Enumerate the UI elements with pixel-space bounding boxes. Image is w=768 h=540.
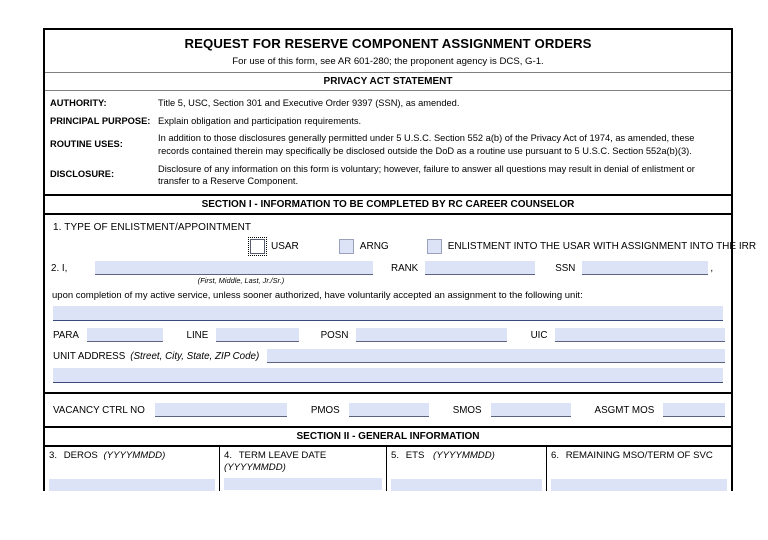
deros-header bbox=[49, 450, 219, 462]
privacy-label: ROUTINE USES: bbox=[50, 139, 123, 150]
ets-header bbox=[391, 450, 546, 462]
form-title-block bbox=[45, 30, 731, 72]
line-label: LINE bbox=[186, 329, 209, 341]
checkbox-label-irr: ENLISTMENT INTO THE USAR WITH ASSIGNMENT INTO THE IRR bbox=[447, 240, 757, 252]
asgmt-mos-input[interactable] bbox=[663, 403, 725, 417]
privacy-label: AUTHORITY: bbox=[50, 98, 107, 109]
form-subtitle: For use of this form, see AR 601-280; the proponent agency is DCS, G-1. bbox=[232, 55, 544, 67]
unit-address-row-1 bbox=[45, 349, 731, 363]
name-caption-row bbox=[45, 275, 731, 287]
privacy-label: DISCLOSURE: bbox=[50, 169, 115, 180]
checkbox-group-arng[interactable] bbox=[339, 239, 389, 254]
vacancy-row-container bbox=[45, 394, 731, 426]
checkbox-group-usar[interactable] bbox=[250, 239, 299, 254]
deros-label: DEROS bbox=[63, 449, 98, 461]
term-leave-header bbox=[224, 450, 386, 474]
ssn-trailing-comma: , bbox=[710, 262, 714, 274]
privacy-label: PRINCIPAL PURPOSE: bbox=[50, 115, 151, 126]
checkbox-arng[interactable] bbox=[339, 239, 354, 254]
unit-address-hint: (Street, City, State, ZIP Code) bbox=[130, 350, 260, 362]
question-1-label: 1. TYPE OF ENLISTMENT/APPOINTMENT bbox=[53, 221, 252, 233]
privacy-row-routine-uses bbox=[45, 129, 731, 159]
enlistment-type-checkbox-row bbox=[45, 237, 757, 261]
privacy-act-section bbox=[45, 91, 731, 193]
privacy-text: In addition to those disclosures generally permitted under 5 U.S.C. Section 552 a(b) of the Privacy Act of 1974, as amended, these records contained therein may specifically be disclosed outside the DoD as a routine use pursuant to 5 U.S.C. Section 552a(b)(3). bbox=[158, 133, 695, 156]
smos-label: SMOS bbox=[452, 404, 482, 416]
section-2-band: SECTION II - GENERAL INFORMATION bbox=[296, 430, 480, 442]
unit-field-row bbox=[45, 304, 731, 321]
vacancy-row bbox=[45, 403, 731, 417]
ets-label: ETS bbox=[405, 449, 425, 461]
line-input[interactable] bbox=[216, 328, 298, 342]
unit-address-input-2[interactable] bbox=[53, 368, 723, 383]
section-1-body bbox=[45, 215, 757, 392]
voluntary-statement: upon completion of my active service, unless sooner authorized, have voluntarily accepted an assignment to the following unit: bbox=[52, 289, 583, 301]
remaining-mso-input[interactable] bbox=[551, 479, 727, 491]
table-cell-ets bbox=[387, 447, 547, 491]
posn-input[interactable] bbox=[356, 328, 506, 342]
unit-address-row-2 bbox=[45, 363, 731, 383]
deros-input[interactable] bbox=[49, 479, 215, 491]
para-line-posn-uic-row bbox=[45, 328, 731, 342]
spacer bbox=[45, 342, 731, 349]
privacy-text: Explain obligation and participation requirements. bbox=[158, 115, 362, 126]
spacer bbox=[45, 321, 731, 328]
checkbox-group-irr[interactable] bbox=[427, 239, 756, 254]
smos-input[interactable] bbox=[491, 403, 571, 417]
ets-number: 5. bbox=[391, 449, 400, 461]
posn-label: POSN bbox=[320, 329, 349, 341]
term-leave-input[interactable] bbox=[224, 478, 382, 490]
remaining-mso-number: 6. bbox=[551, 449, 560, 461]
vacancy-input[interactable] bbox=[155, 403, 287, 417]
ets-hint: (YYYYMMDD) bbox=[433, 449, 495, 461]
form-title: REQUEST FOR RESERVE COMPONENT ASSIGNMENT ORDERS bbox=[184, 36, 592, 51]
unit-address-label: UNIT ADDRESS bbox=[53, 350, 126, 362]
privacy-text: Disclosure of any information on this form is voluntary; however, failure to answer all questions may result in denial of enlistment or transfer to a Reserve Component. bbox=[158, 163, 695, 187]
table-cell-term-leave-date bbox=[220, 447, 387, 491]
section-1-band: SECTION I - INFORMATION TO BE COMPLETED BY RC CAREER COUNSELOR bbox=[201, 198, 575, 210]
ets-input[interactable] bbox=[391, 479, 542, 491]
asgmt-mos-label: ASGMT MOS bbox=[594, 404, 655, 416]
checkbox-label-usar: USAR bbox=[271, 240, 299, 252]
uic-input[interactable] bbox=[555, 328, 725, 342]
privacy-row-principal-purpose bbox=[45, 112, 731, 130]
name-input[interactable] bbox=[95, 261, 373, 275]
vacancy-label: VACANCY CTRL NO bbox=[53, 404, 145, 416]
form-document bbox=[43, 28, 757, 491]
deros-number: 3. bbox=[49, 449, 58, 461]
unit-input[interactable] bbox=[53, 306, 723, 321]
unit-address-input-1[interactable] bbox=[267, 349, 725, 363]
para-input[interactable] bbox=[87, 328, 163, 342]
remaining-mso-header bbox=[551, 450, 731, 462]
table-cell-deros bbox=[45, 447, 220, 491]
uic-label: UIC bbox=[530, 329, 548, 341]
checkbox-irr[interactable] bbox=[427, 239, 442, 254]
term-leave-hint: (YYYYMMDD) bbox=[224, 461, 286, 473]
section-2-table bbox=[45, 447, 731, 491]
privacy-text: Title 5, USC, Section 301 and Executive Order 9397 (SSN), as amended. bbox=[158, 98, 460, 109]
remaining-mso-label: REMAINING MSO/TERM OF SVC bbox=[565, 449, 713, 461]
ssn-label: SSN bbox=[555, 262, 576, 274]
spacer bbox=[45, 383, 731, 392]
pmos-input[interactable] bbox=[349, 403, 429, 417]
question-2-row bbox=[45, 261, 731, 275]
term-leave-number: 4. bbox=[224, 449, 233, 461]
pmos-label: PMOS bbox=[310, 404, 340, 416]
term-leave-label: TERM LEAVE DATE bbox=[238, 449, 327, 461]
question-2-prefix: 2. I, bbox=[51, 262, 68, 274]
privacy-act-band: PRIVACY ACT STATEMENT bbox=[323, 76, 453, 88]
deros-hint: (YYYYMMDD) bbox=[103, 449, 166, 461]
privacy-row-disclosure bbox=[45, 160, 731, 190]
ssn-input[interactable] bbox=[582, 261, 708, 275]
checkbox-label-arng: ARNG bbox=[359, 240, 389, 252]
privacy-row-authority bbox=[45, 94, 731, 112]
table-cell-remaining-mso bbox=[547, 447, 731, 491]
rank-label: RANK bbox=[391, 262, 419, 274]
checkbox-usar[interactable] bbox=[250, 239, 265, 254]
rank-input[interactable] bbox=[425, 261, 535, 275]
para-label: PARA bbox=[53, 329, 79, 341]
name-format-caption: (First, Middle, Last, Jr./Sr.) bbox=[197, 275, 285, 285]
